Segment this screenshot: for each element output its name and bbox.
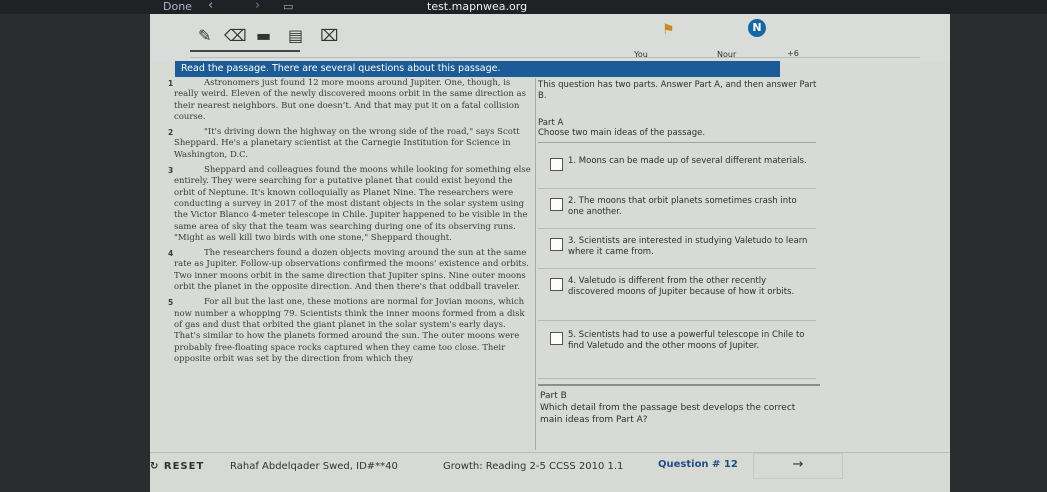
part-a-divider (538, 142, 816, 143)
highlighter-icon[interactable]: ▤ (288, 26, 304, 45)
option-text: 4. Valetudo is different from the other recently discovered moons of Jupiter because of how it orbits. (568, 276, 795, 297)
checkbox[interactable] (550, 158, 563, 171)
answer-option-4[interactable] (538, 270, 816, 321)
test-name: Growth: Reading 2-5 CCSS 2010 1.1 (443, 461, 624, 472)
paragraph (168, 165, 533, 244)
nour-label: Nour (717, 50, 737, 59)
option-text: 1. Moons can be made up of several different materials. (568, 156, 807, 166)
paragraph-number: 5 (168, 298, 174, 308)
paragraph-text: Astronomers just found 12 more moons around Jupiter. One, though, is really weird. Eleven of the newly discovered moons orbit in the same direction as their nearest neighbors. But one doesn’t. And that may put it on a fatal collision course. (174, 78, 526, 122)
passage-pane (168, 78, 533, 450)
paragraph-number: 3 (168, 166, 174, 176)
question-intro: This question has two parts. Answer Part A, and then answer Part B. (538, 80, 817, 101)
line-reader-icon[interactable]: ▬ (256, 26, 272, 45)
browser-bar (0, 0, 1047, 14)
answer-option-2[interactable] (538, 190, 816, 229)
paragraph-text: "It's driving down the highway on the wrong side of the road," says Scott Sheppard. He's a planetary scientist at the Carnegie Institution for Science in Washington, D.C. (174, 127, 520, 160)
paragraph-number: 4 (168, 249, 174, 259)
part-b-divider (538, 384, 820, 386)
arrow-right-icon: → (792, 457, 804, 472)
bookmark-icon[interactable]: ▭ (283, 0, 294, 13)
part-a-prompt: Choose two main ideas of the passage. (538, 128, 706, 138)
reset-button[interactable] (150, 461, 204, 472)
question-pane (538, 78, 820, 450)
flag-icon[interactable]: ⚑ (662, 22, 675, 38)
paragraph (168, 127, 533, 161)
checkbox[interactable] (550, 332, 563, 345)
option-text: 3. Scientists are interested in studying Valetudo to learn where it came from. (568, 236, 808, 257)
answer-option-1[interactable] (538, 150, 816, 189)
checkbox[interactable] (550, 278, 563, 291)
test-screen (150, 14, 950, 491)
reset-icon: ↻ (150, 461, 164, 472)
student-name: Rahaf Abdelqader Swed, ID#**40 (230, 461, 398, 472)
you-label: You (634, 50, 648, 59)
checkbox[interactable] (550, 238, 563, 251)
answer-eliminator-icon[interactable]: ⌧ (320, 26, 339, 45)
next-button[interactable] (753, 453, 843, 479)
pane-divider[interactable] (535, 78, 536, 450)
pencil-icon[interactable]: ✎ (198, 26, 212, 45)
paragraph (168, 248, 533, 293)
option-text: 2. The moons that orbit planets sometimes crash into one another. (568, 196, 797, 217)
paragraph-text: For all but the last one, these motions are normal for Jovian moons, which now number a whopping 79. Scientists think the inner moons formed from a disk of gas and dust that orbited the giant planet in the solar system's early days. That's similar to how the planets formed around the sun. The outer moons were probably free-floating space rocks captured when they came too close. Their opposite orbit was set by the direction from which they (174, 297, 525, 364)
tool-underline (190, 50, 300, 52)
part-b-prompt: Which detail from the passage best develops the correct main ideas from Part A? (540, 403, 796, 425)
paragraph-number: 1 (168, 79, 174, 88)
back-icon[interactable]: ‹ (208, 0, 214, 13)
forward-icon[interactable]: › (255, 0, 261, 13)
score-label: +6 (787, 49, 799, 58)
tool-bar (150, 14, 950, 62)
option-text: 5. Scientists had to use a powerful telescope in Chile to find Valetudo and the other moons of Jupiter. (568, 330, 805, 351)
part-b-label: Part B (540, 391, 567, 401)
done-button[interactable]: Done (163, 0, 192, 13)
paragraph (168, 297, 533, 365)
paragraph-text: Sheppard and colleagues found the moons while looking for something else entirely. They were searching for a putative planet that could exist beyond the orbit of Neptune. It's known colloquially as Planet Nine. The researchers were conducting a survey in 2017 of the most distant objects in the solar system using the Victor Blanco 4-meter telescope in Chile. Jupiter happened to be visible in the same area of sky that the team was searching during one of its observing runs. "Might as well kill two birds with one stone," Sheppard thought. (174, 165, 531, 243)
reset-label: RESET (163, 461, 205, 472)
url-label: test.mapnwea.org (427, 0, 528, 13)
avatar: N (748, 19, 766, 37)
paragraph (168, 78, 533, 123)
eraser-icon[interactable]: ⌫ (224, 26, 247, 45)
instructions-banner: Read the passage. There are several questions about this passage. (175, 61, 780, 77)
checkbox[interactable] (550, 198, 563, 211)
footer-bar (150, 452, 950, 492)
answer-option-5[interactable] (538, 324, 816, 379)
paragraph-text: The researchers found a dozen objects moving around the sun at the same rate as Jupiter. Follow-up observations confirmed the moons' existence and orbits. Two inner moons orbit in the same direction that Jupiter spins. Nine outer moons orbit the planet in the opposite direction. And then there's that oddball traveler. (174, 248, 529, 293)
paragraph-number: 2 (168, 128, 174, 138)
toolbar-divider (190, 57, 920, 58)
question-number: Question # 12 (658, 459, 738, 470)
part-a-label: Part A (538, 118, 564, 128)
answer-option-3[interactable] (538, 230, 816, 269)
